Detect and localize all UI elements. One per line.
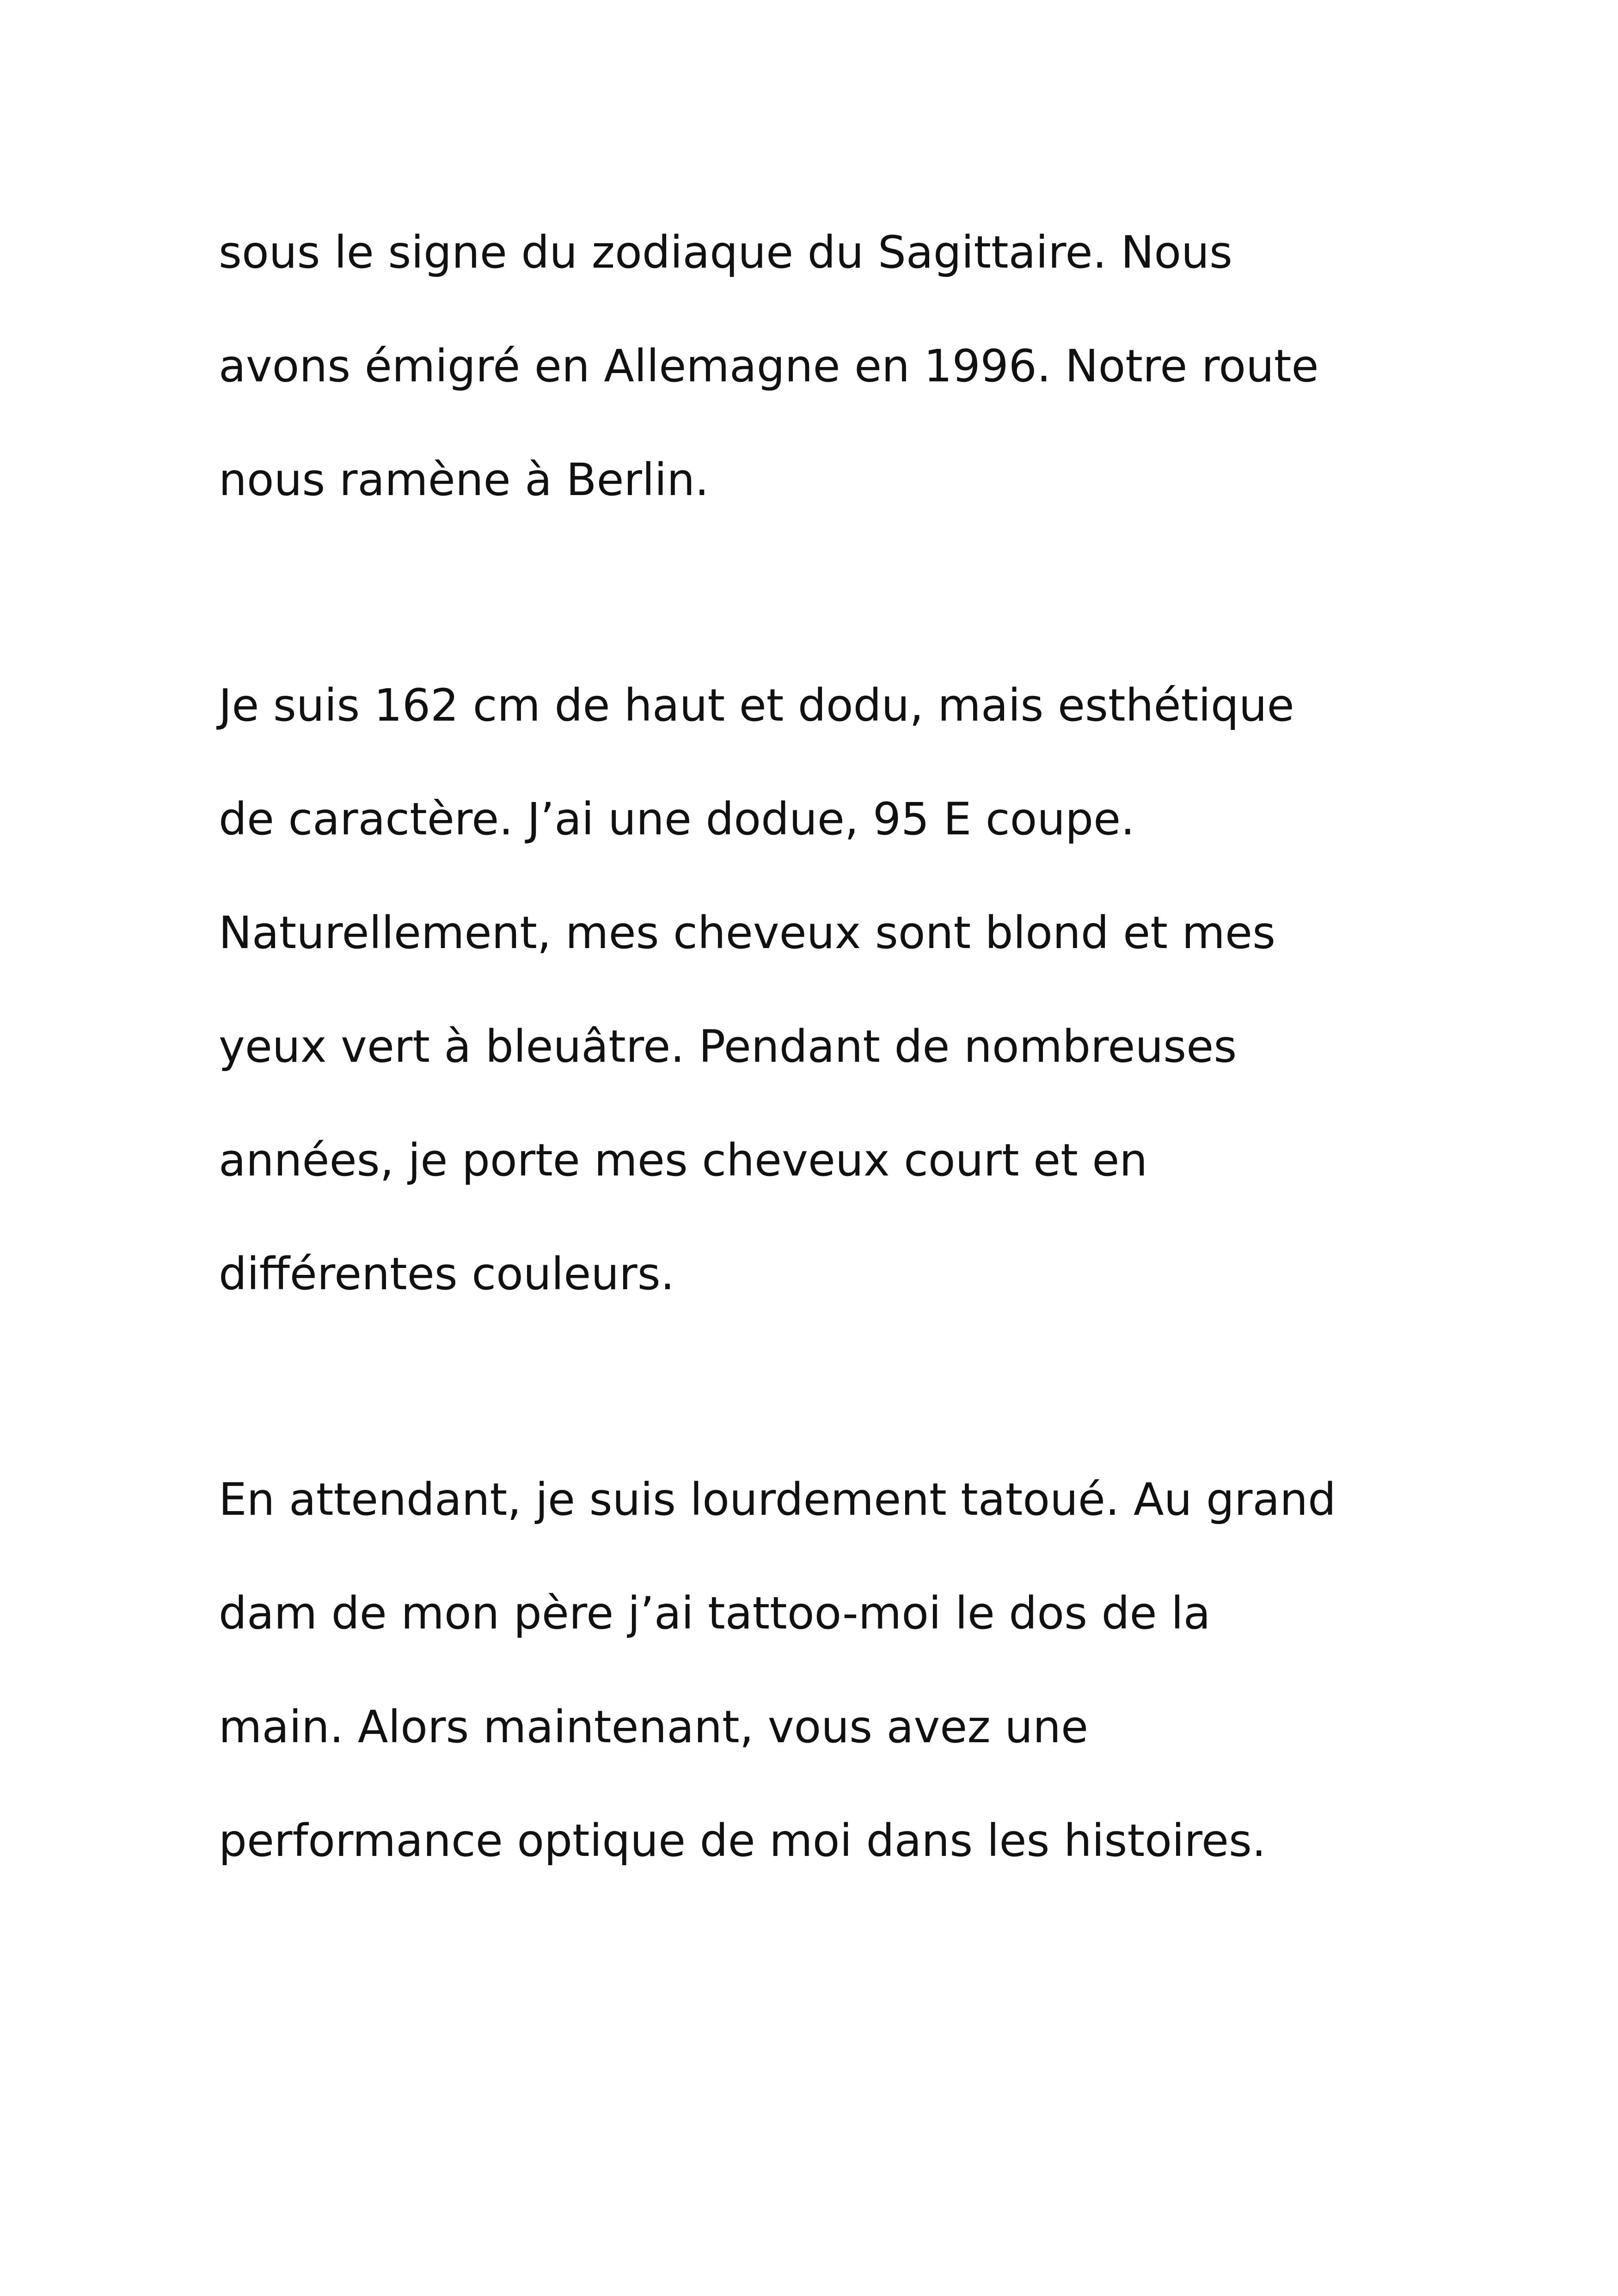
text-line: avons émigré en Allemagne en 1996. Notre route	[219, 340, 1319, 392]
text-line: différentes couleurs.	[219, 1248, 675, 1300]
text-line: Naturellement, mes cheveux sont blond et mes	[219, 907, 1276, 959]
text-line: En attendant, je suis lourdement tatoué. Au grand	[219, 1474, 1336, 1525]
text-line: de caractère. J’ai une dodue, 95 E coupe.	[219, 793, 1135, 845]
text-line: sous le signe du zodiaque du Sagittaire. Nous	[219, 227, 1232, 278]
text-line: dam de mon père j’ai tattoo-moi le dos de la	[219, 1587, 1211, 1639]
text-line: performance optique de moi dans les histoires.	[219, 1815, 1266, 1867]
text-line: yeux vert à bleuâtre. Pendant de nombreuses	[219, 1021, 1237, 1072]
text-line: Je suis 162 cm de haut et dodu, mais esthétique	[219, 680, 1294, 731]
text-line: années, je porte mes cheveux court et en	[219, 1134, 1148, 1186]
text-line: nous ramène à Berlin.	[219, 454, 709, 506]
text-line: main. Alors maintenant, vous avez une	[219, 1701, 1088, 1753]
